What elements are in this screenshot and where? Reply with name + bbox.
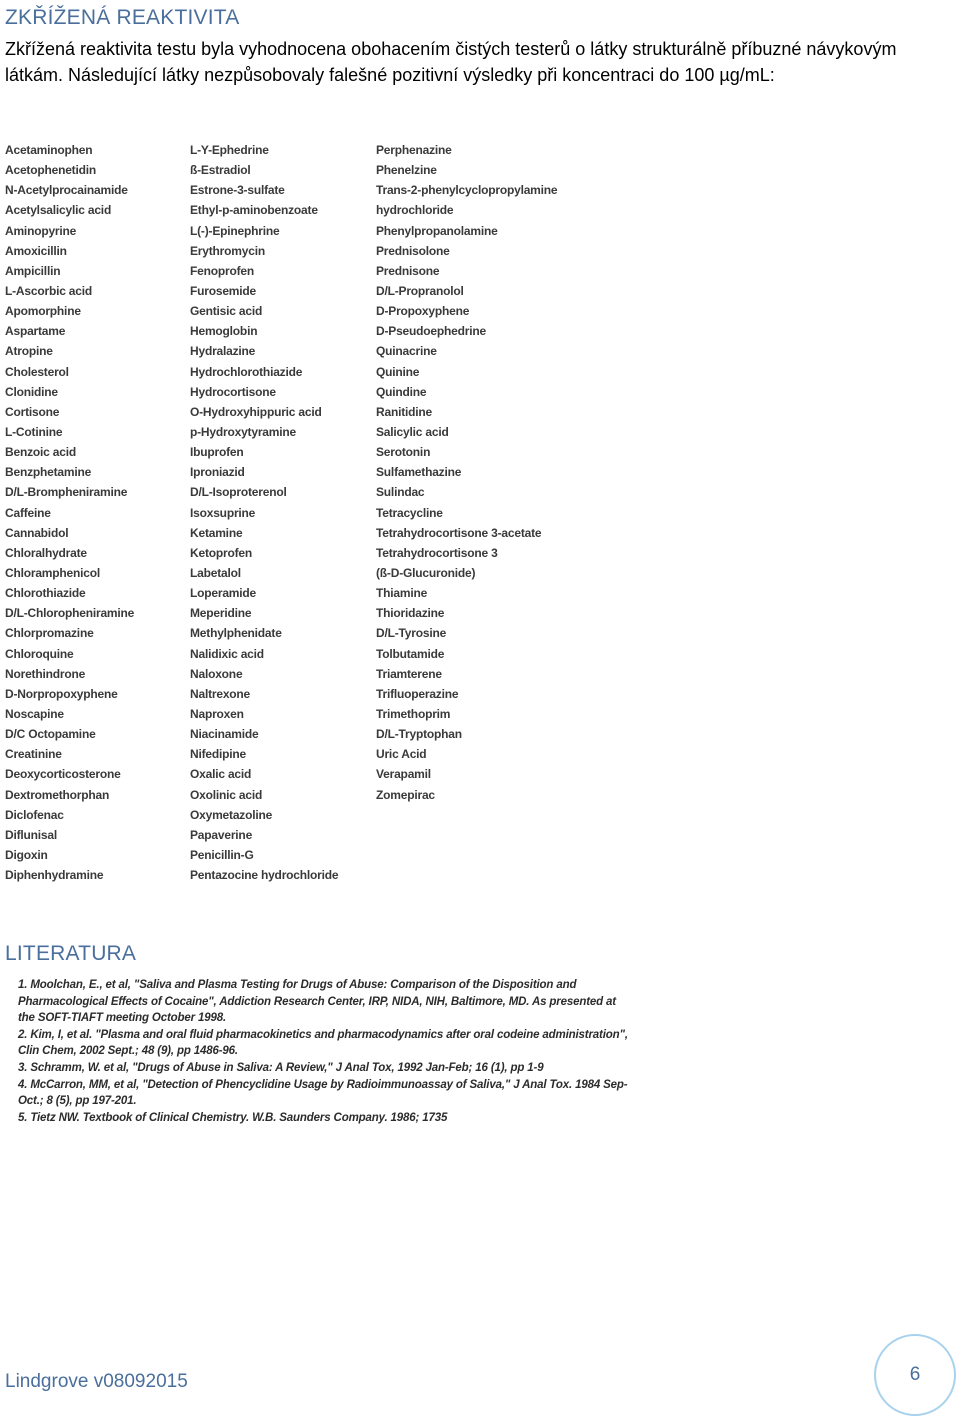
- substance-item: Naloxone: [190, 666, 243, 681]
- substance-item: Loperamide: [190, 586, 257, 601]
- substance-item: D/L-Chloropheniramine: [5, 606, 135, 621]
- substance-item: Prednisolone: [376, 243, 450, 258]
- substance-item: Erythromycin: [190, 243, 265, 258]
- substance-item: p-Hydroxytyramine: [190, 424, 296, 439]
- substance-item: L(-)-Epinephrine: [190, 223, 280, 238]
- substance-item: Prednisone: [376, 263, 440, 278]
- substance-item: L-Cotinine: [5, 424, 63, 439]
- substance-item: Hydrocortisone: [190, 384, 276, 399]
- section-title-literature: LITERATURA: [5, 942, 137, 965]
- substance-list: [0, 140, 560, 888]
- substance-item: Oxolinic acid: [190, 787, 263, 802]
- substance-item: Phenylpropanolamine: [376, 223, 498, 238]
- substance-item: (ß-D-Glucuronide): [376, 565, 476, 580]
- substance-item: Digoxin: [5, 847, 48, 862]
- substance-item: Hemoglobin: [190, 324, 258, 339]
- substance-item: Ketoprofen: [190, 545, 252, 560]
- substance-item: Pentazocine hydrochloride: [190, 868, 339, 883]
- substance-item: Ibuprofen: [190, 445, 244, 460]
- reference-item: 3. Schramm, W. et al, "Drugs of Abuse in Saliva: A Review," J Anal Tox, 1992 Jan-Feb; 16 (1), pp 1-9: [18, 1061, 544, 1074]
- substance-item: Fenoprofen: [190, 263, 254, 278]
- substance-item: Benzphetamine: [5, 465, 92, 480]
- substance-item: Quindine: [376, 384, 427, 399]
- substance-item: ß-Estradiol: [190, 163, 251, 178]
- substance-item: Naltrexone: [190, 686, 251, 701]
- reference-item: 2. Kim, I, et al. "Plasma and oral fluid pharmacokinetics and pharmacodynamics after oral codeine administration", Clin Chem, 2002 Sept.; 48 (9), pp 1486-96.: [18, 1028, 628, 1058]
- substance-item: L-Ascorbic acid: [5, 283, 93, 298]
- substance-item: Nifedipine: [190, 747, 247, 762]
- substance-item: Methylphenidate: [190, 626, 282, 641]
- substance-item: Tetracycline: [376, 505, 443, 520]
- substance-item: Sulfamethazine: [376, 465, 462, 480]
- substance-item: Quinacrine: [376, 344, 437, 359]
- footer-version: Lindgrove v08092015: [5, 1371, 188, 1392]
- substance-item: Acetylsalicylic acid: [5, 203, 112, 218]
- substance-item: Chloralhydrate: [5, 545, 87, 560]
- substance-item: Chlorpromazine: [5, 626, 94, 641]
- substance-item: Diflunisal: [5, 827, 58, 842]
- substance-item: Penicillin-G: [190, 847, 254, 862]
- substance-item: Hydralazine: [190, 344, 256, 359]
- substance-item: Diclofenac: [5, 807, 64, 822]
- substance-item: D-Norpropoxyphene: [5, 686, 118, 701]
- substance-item: Tetrahydrocortisone 3-acetate: [376, 525, 542, 540]
- substance-item: Apomorphine: [5, 304, 81, 319]
- substance-item: Atropine: [5, 344, 53, 359]
- substance-item: L-Y-Ephedrine: [190, 143, 269, 157]
- substance-item: D/L-Tyrosine: [376, 626, 447, 641]
- substance-item: Perphenazine: [376, 143, 452, 157]
- substance-item: Nalidixic acid: [190, 646, 264, 661]
- substance-item: Benzoic acid: [5, 445, 76, 460]
- substance-item: Ketamine: [190, 525, 243, 540]
- substance-item: Creatinine: [5, 747, 62, 762]
- substance-item: Chloramphenicol: [5, 565, 101, 580]
- substance-item: Hydrochlorothiazide: [190, 364, 303, 379]
- substance-item: Iproniazid: [190, 465, 245, 480]
- reference-item: 1. Moolchan, E., et al, "Saliva and Plasma Testing for Drugs of Abuse: Comparison of the Disposition and Pharmacological Effects of Cocaine", Addiction Research Center, IRP, NIDA, NIH, Baltimore, MD. As presented at the SOFT-TIAFT meeting October 1998.: [18, 979, 616, 1025]
- substance-item: Labetalol: [190, 565, 241, 580]
- substance-item: Amoxicillin: [5, 243, 67, 258]
- substance-item: Sulindac: [376, 485, 425, 500]
- substance-item: Thioridazine: [376, 606, 445, 621]
- substance-item: Papaverine: [190, 827, 253, 842]
- substance-item: D-Pseudoephedrine: [376, 324, 486, 339]
- substance-item: D/L-Isoproterenol: [190, 485, 287, 500]
- substance-item: Cortisone: [5, 404, 60, 419]
- section-title-cross-reactivity: ZKŘÍŽENÁ REAKTIVITA: [5, 6, 240, 29]
- substance-item: Isoxsuprine: [190, 505, 256, 520]
- substance-item: Triamterene: [376, 666, 442, 681]
- reference-item: 4. McCarron, MM, et al, "Detection of Phencyclidine Usage by Radioimmunoassay of Saliva," J Anal Tox. 1984 Sep-Oct.; 8 (5), pp 197-201.: [18, 1078, 628, 1108]
- substance-item: Trifluoperazine: [376, 686, 459, 701]
- substance-item: Trimethoprim: [376, 706, 451, 721]
- substance-item: Clonidine: [5, 384, 58, 399]
- substance-column-1: [5, 140, 134, 885]
- substance-item: Noscapine: [5, 706, 64, 721]
- substance-item: Zomepirac: [376, 787, 435, 802]
- substance-item: D/L-Tryptophan: [376, 727, 462, 742]
- page-number-badge: [874, 1334, 956, 1416]
- reference-item: 5. Tietz NW. Textbook of Clinical Chemistry. W.B. Saunders Company. 1986; 1735: [18, 1111, 448, 1124]
- substance-item: Quinine: [376, 364, 420, 379]
- reference-list: [18, 977, 628, 1126]
- substance-item: D/L-Propranolol: [376, 283, 464, 298]
- substance-item: Uric Acid: [376, 747, 427, 762]
- substance-item: Furosemide: [190, 283, 257, 298]
- substance-item: Cholesterol: [5, 364, 69, 379]
- substance-item: Thiamine: [376, 586, 428, 601]
- substance-item: Naproxen: [190, 706, 244, 721]
- substance-item: Serotonin: [376, 445, 431, 460]
- substance-item: Chlorothiazide: [5, 586, 86, 601]
- substance-column-2: [190, 140, 338, 885]
- substance-item: Ranitidine: [376, 404, 433, 419]
- substance-item: Caffeine: [5, 505, 51, 520]
- substance-item: Cannabidol: [5, 525, 69, 540]
- substance-item: Aspartame: [5, 324, 66, 339]
- substance-item: Ampicillin: [5, 263, 61, 278]
- substance-column-3: [376, 140, 557, 805]
- page-number: 6: [909, 1364, 921, 1385]
- substance-item: Acetophenetidin: [5, 163, 97, 178]
- substance-item: Norethindrone: [5, 666, 86, 681]
- substance-item: O-Hydroxyhippuric acid: [190, 404, 322, 419]
- substance-item: Trans-2-phenylcyclopropylamine: [376, 183, 558, 198]
- substance-item: Oxymetazoline: [190, 807, 273, 822]
- substance-item: hydrochloride: [376, 203, 454, 218]
- substance-item: Diphenhydramine: [5, 868, 104, 883]
- substance-item: Deoxycorticosterone: [5, 767, 121, 782]
- substance-item: Acetaminophen: [5, 143, 93, 157]
- substance-item: Aminopyrine: [5, 223, 77, 238]
- substance-item: Verapamil: [376, 767, 431, 782]
- substance-item: Meperidine: [190, 606, 252, 621]
- substance-item: Dextromethorphan: [5, 787, 110, 802]
- substance-item: Tolbutamide: [376, 646, 445, 661]
- substance-item: D/L-Brompheniramine: [5, 485, 128, 500]
- substance-item: N-Acetylprocainamide: [5, 183, 128, 198]
- substance-item: Niacinamide: [190, 727, 259, 742]
- substance-item: Gentisic acid: [190, 304, 263, 319]
- substance-item: Salicylic acid: [376, 424, 449, 439]
- substance-item: Tetrahydrocortisone 3: [376, 545, 498, 560]
- substance-item: Phenelzine: [376, 163, 437, 178]
- intro-paragraph: Zkřížená reaktivita testu byla vyhodnocena obohacením čistých testerů o látky strukturálně příbuzné návykovým látkám. Následující látky nezpůsobovaly falešné pozitivní výsledky při koncentraci do 100 µg/mL:: [5, 39, 897, 85]
- substance-item: Ethyl-p-aminobenzoate: [190, 203, 318, 218]
- substance-item: Estrone-3-sulfate: [190, 183, 285, 198]
- substance-item: Chloroquine: [5, 646, 74, 661]
- substance-item: D-Propoxyphene: [376, 304, 470, 319]
- substance-item: Oxalic acid: [190, 767, 252, 782]
- substance-item: D/C Octopamine: [5, 727, 96, 742]
